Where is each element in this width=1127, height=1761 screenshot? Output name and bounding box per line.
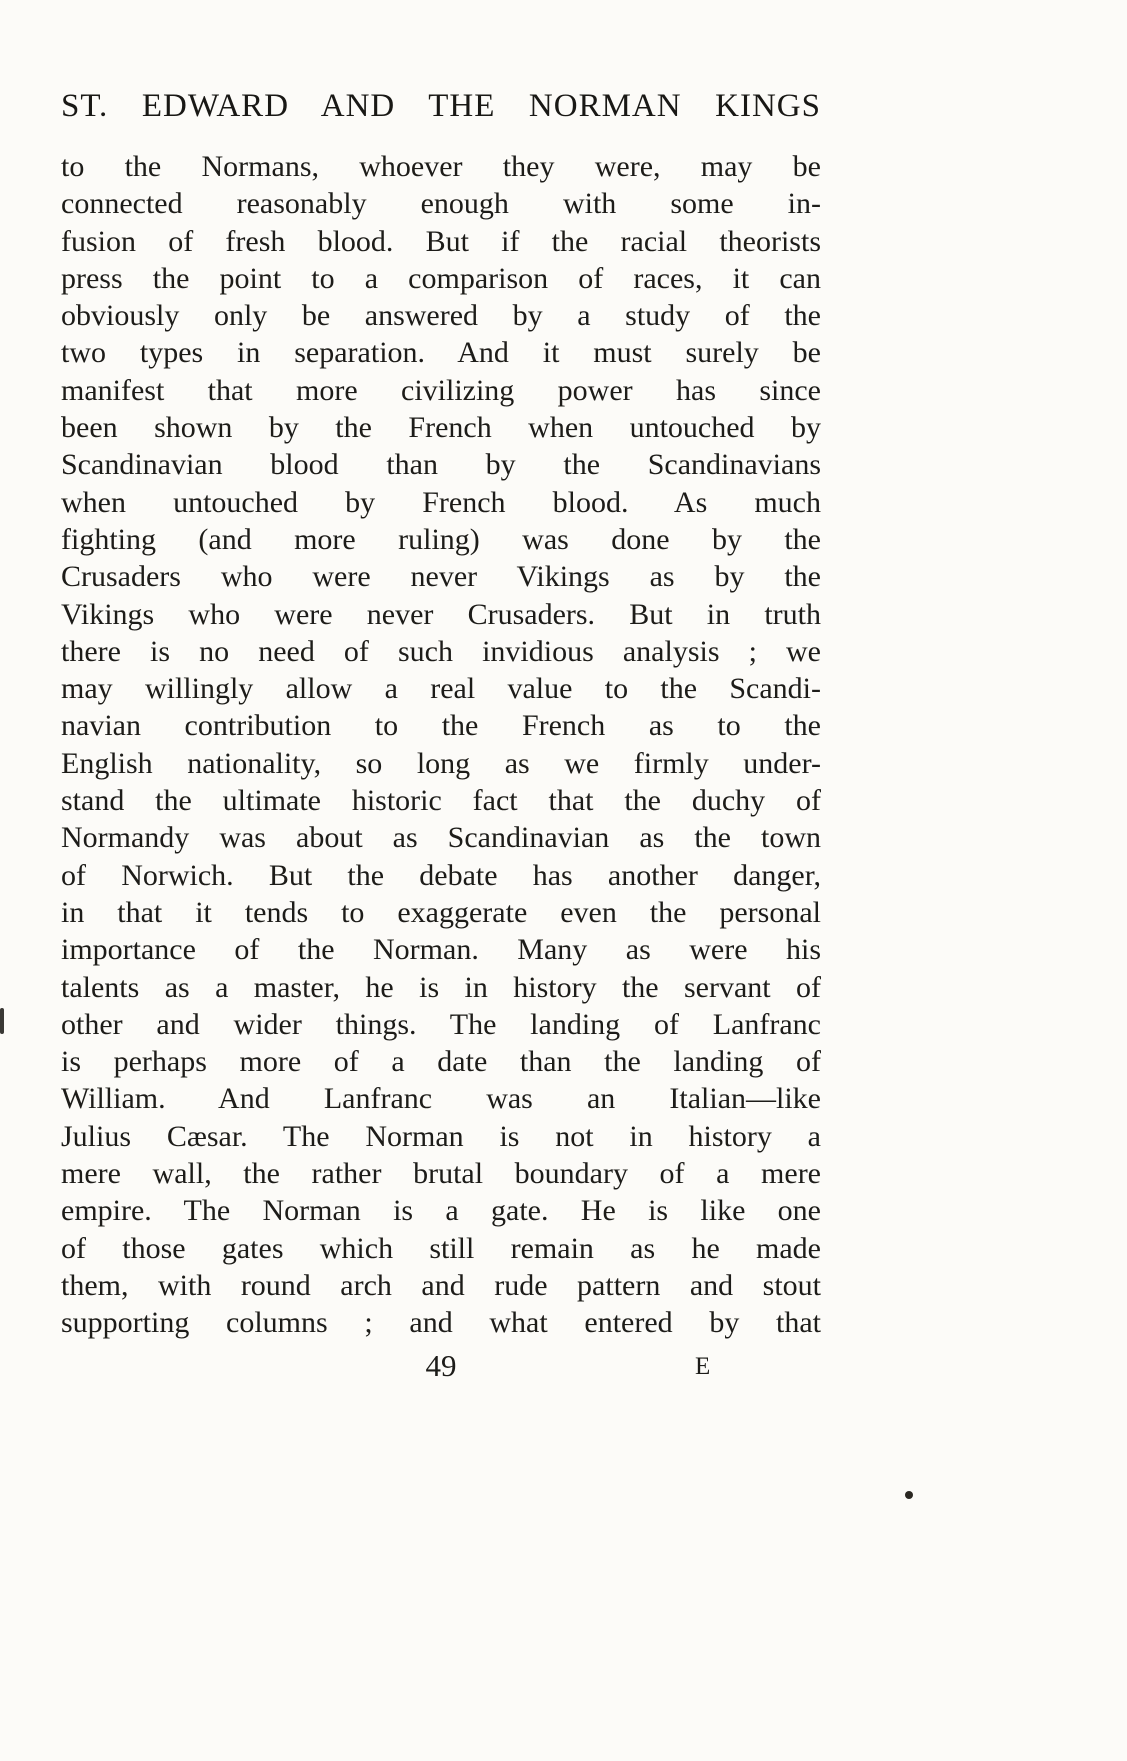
text-line: when untouched by French blood. As much	[61, 485, 821, 519]
text-line: stand the ultimate historic fact that the duchy of	[61, 784, 821, 818]
text-line: supporting columns ; and what entered by that	[61, 1306, 821, 1340]
ink-speck	[905, 1491, 913, 1499]
text-line: obviously only be answered by a study of the	[61, 299, 821, 333]
text-line: connected reasonably enough with some in-	[61, 187, 821, 221]
text-line: there is no need of such invidious analysis ; we	[61, 634, 821, 668]
text-line: other and wider things. The landing of Lanfranc	[61, 1007, 821, 1041]
text-line: of Norwich. But the debate has another danger,	[61, 858, 821, 892]
page-number: 49	[425, 1347, 457, 1383]
text-line: empire. The Norman is a gate. He is like one	[61, 1194, 821, 1228]
text-line: manifest that more civilizing power has since	[61, 373, 821, 407]
text-line: Scandinavian blood than by the Scandinavians	[61, 448, 821, 482]
text-line: is perhaps more of a date than the landing of	[61, 1045, 821, 1079]
text-line: Normandy was about as Scandinavian as the town	[61, 821, 821, 855]
text-line: to the Normans, whoever they were, may be	[61, 150, 821, 183]
text-line: been shown by the French when untouched by	[61, 411, 821, 445]
text-line: William. And Lanfranc was an Italian—like	[61, 1082, 821, 1116]
page-footer	[61, 1348, 821, 1392]
text-line: importance of the Norman. Many as were his	[61, 933, 821, 967]
text-line: navian contribution to the French as to the	[61, 709, 821, 743]
text-line: mere wall, the rather brutal boundary of a mere	[61, 1157, 821, 1191]
text-line: in that it tends to exaggerate even the personal	[61, 895, 821, 929]
scan-edge-mark	[0, 1008, 4, 1034]
text-line: press the point to a comparison of races, it can	[61, 261, 821, 295]
text-line: them, with round arch and rude pattern and stout	[61, 1268, 821, 1302]
text-line: fighting (and more ruling) was done by the	[61, 522, 821, 556]
text-line: may willingly allow a real value to the Scandi-	[61, 672, 821, 706]
text-line: Julius Cæsar. The Norman is not in history a	[61, 1119, 821, 1153]
text-line: of those gates which still remain as he made	[61, 1231, 821, 1265]
text-line: talents as a master, he is in history the servant of	[61, 970, 821, 1004]
signature-mark: E	[695, 1352, 712, 1380]
text-line: Vikings who were never Crusaders. But in truth	[61, 597, 821, 631]
page-header: ST. EDWARD AND THE NORMAN KINGS	[61, 88, 821, 124]
text-line: Crusaders who were never Vikings as by the	[61, 560, 821, 594]
text-line: English nationality, so long as we firmly under-	[61, 746, 821, 780]
text-line: two types in separation. And it must surely be	[61, 336, 821, 370]
body-text	[61, 86, 821, 1392]
text-line: fusion of fresh blood. But if the racial theorists	[61, 224, 821, 258]
